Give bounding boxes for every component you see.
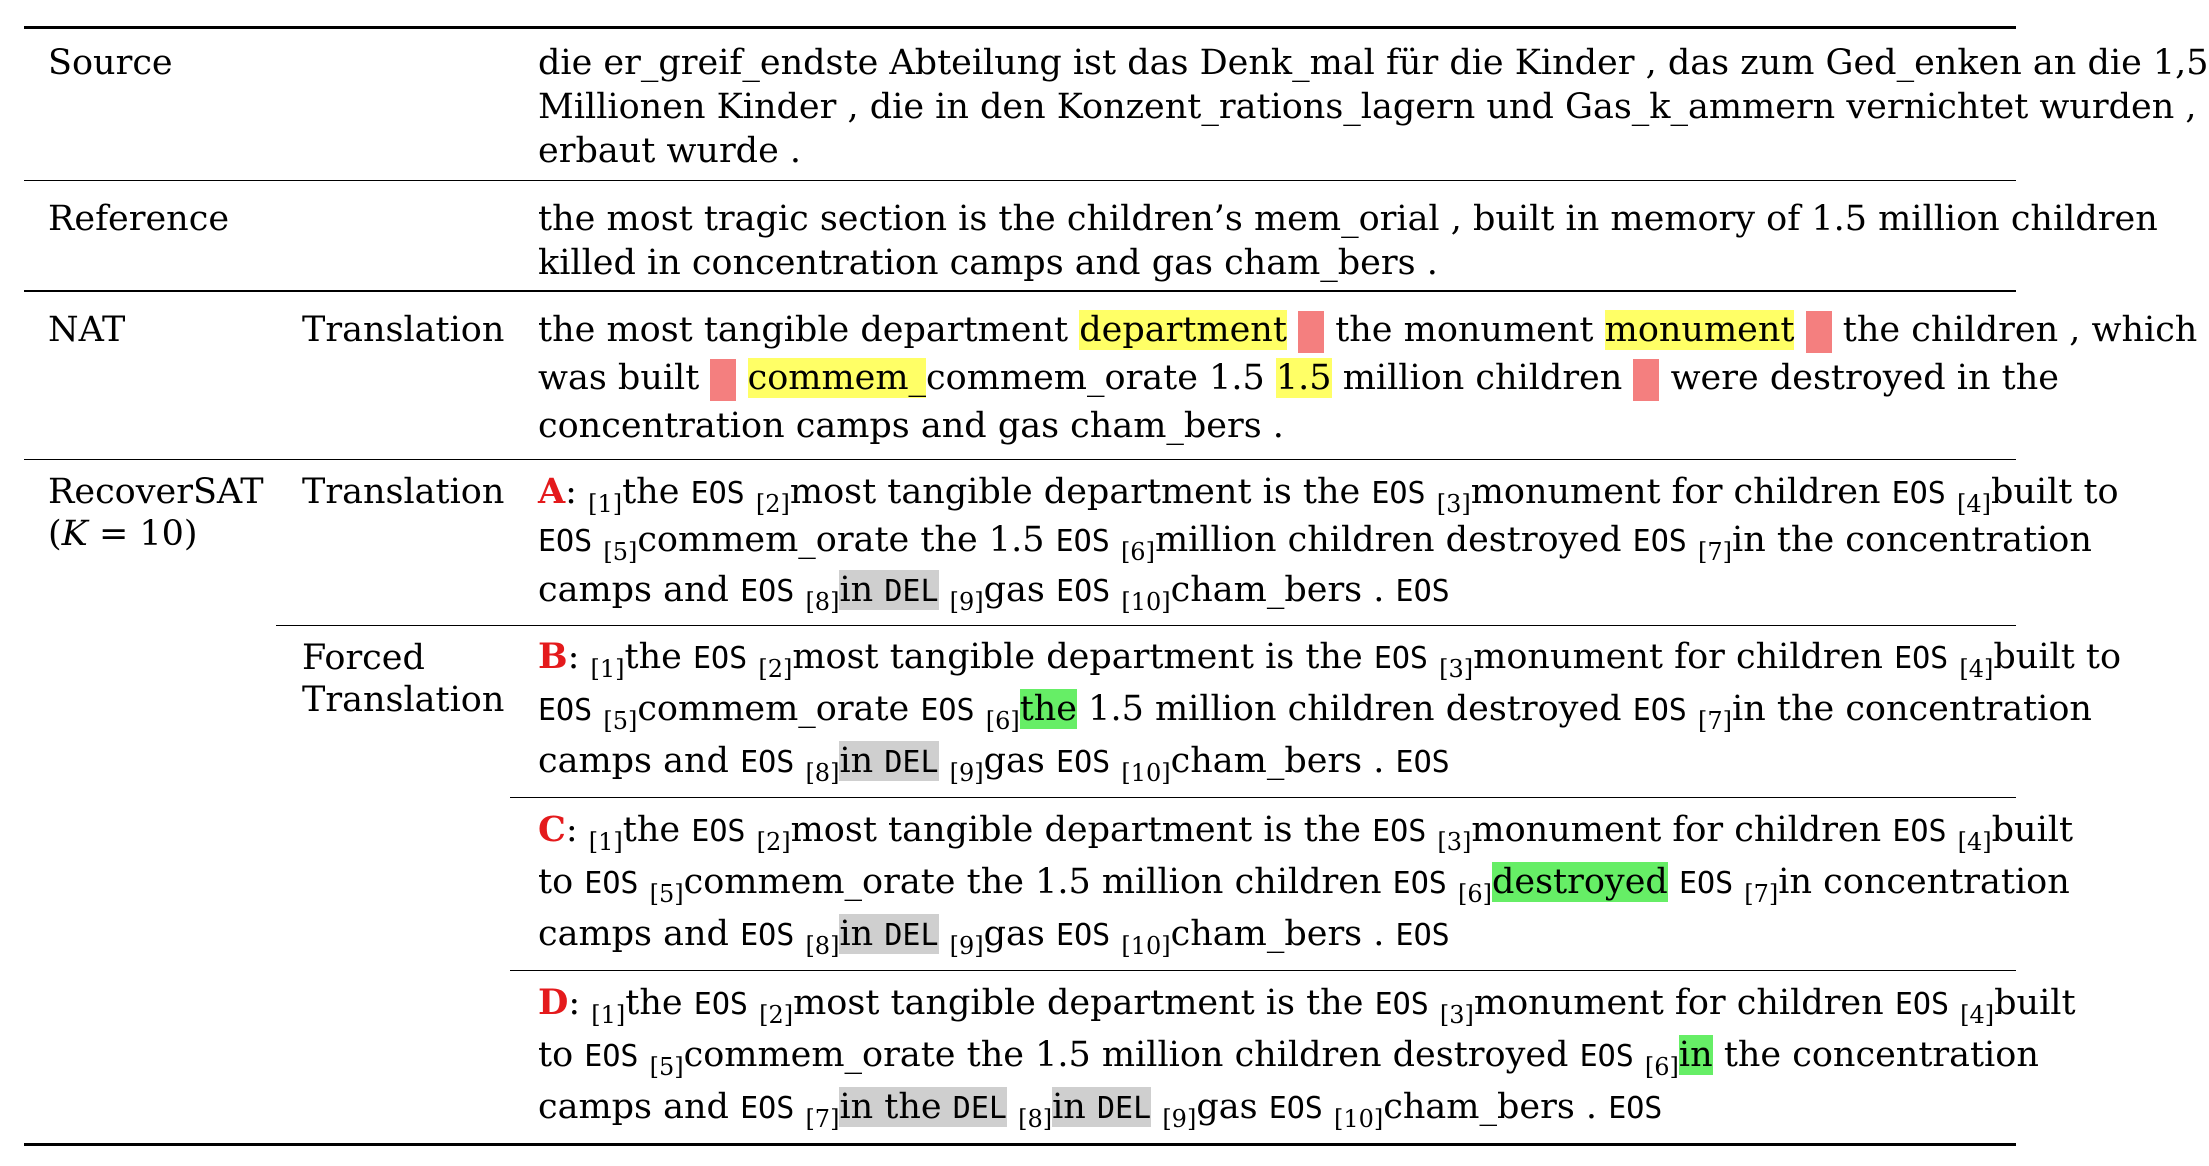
- seg-line: [538, 686, 2092, 735]
- eos-token: EOS: [1268, 1091, 1323, 1126]
- nat-line-2: [538, 355, 2059, 401]
- eos-token: EOS: [1608, 1091, 1663, 1126]
- del-token: DEL: [884, 745, 939, 780]
- missing-token-marker: [1806, 311, 1832, 353]
- seg-text: gas: [1196, 1087, 1258, 1127]
- k-paren: (: [48, 514, 62, 554]
- nat-line-3: concentration camps and gas cham_bers .: [538, 406, 1284, 446]
- eos-token: EOS: [920, 693, 975, 728]
- eos-token: EOS: [1894, 987, 1950, 1022]
- rule-after-b: [510, 797, 2016, 798]
- recoversat-label: RecoverSAT: [48, 472, 264, 512]
- deleted-segment: [839, 741, 938, 781]
- seg-text: in the: [839, 1087, 942, 1127]
- seg-text: camps and: [538, 914, 729, 954]
- deleted-segment: [839, 914, 938, 954]
- deleted-segment: [839, 570, 938, 610]
- nat-label: NAT: [48, 310, 126, 350]
- segment-index: [7]: [1698, 707, 1733, 735]
- segment-label: B: [538, 636, 568, 677]
- seg-text: commem_orate the 1.5: [637, 520, 1045, 560]
- colon: :: [568, 983, 581, 1023]
- eos-token: EOS: [691, 814, 746, 849]
- segment-index: [4]: [1956, 490, 1991, 518]
- seg-text: cham_bers .: [1170, 570, 1385, 610]
- del-token: DEL: [1096, 1091, 1152, 1126]
- seg-line: [538, 567, 1988, 616]
- recoversat-k: [48, 512, 198, 556]
- eos-token: EOS: [1892, 814, 1947, 849]
- seg-text: gas: [983, 741, 1045, 781]
- source-line: erbaut wurde .: [538, 131, 802, 171]
- top-rule: [24, 26, 2016, 29]
- eos-token: EOS: [693, 641, 748, 676]
- seg-text: cham_bers .: [1170, 914, 1385, 954]
- seg-text: camps and: [538, 741, 729, 781]
- segment-index: [10]: [1121, 932, 1171, 960]
- eos-token: EOS: [1056, 574, 1111, 609]
- seg-text: gas: [983, 914, 1045, 954]
- forced-translation-label-1: Forced: [302, 638, 425, 678]
- segment-index: [8]: [805, 932, 840, 960]
- segment-index: [2]: [755, 490, 790, 518]
- seg-text: commem_orate: [637, 689, 910, 729]
- reference-line: killed in concentration camps and gas cham_bers .: [538, 243, 1438, 283]
- seg-text: cham_bers .: [1383, 1087, 1598, 1127]
- seg-text: monument for children: [1470, 472, 1881, 512]
- segment-index: [6]: [1457, 880, 1492, 908]
- segment-index: [1]: [590, 655, 625, 683]
- eos-token: EOS: [1678, 866, 1734, 901]
- seg-text: monument for children: [1471, 810, 1882, 850]
- seg-text: to: [538, 1035, 574, 1075]
- repeated-token-highlight: commem_: [747, 358, 927, 398]
- seg-text: most tangible department is the: [789, 472, 1361, 512]
- forced-translation-label-2: Translation: [302, 680, 505, 720]
- eos-token: EOS: [1056, 745, 1111, 780]
- seg-text: most tangible department is the: [790, 810, 1361, 850]
- colon: :: [567, 637, 580, 677]
- eos-token: EOS: [1632, 693, 1687, 728]
- seg-text: in the concentration: [1732, 689, 2092, 729]
- deleted-segment: [839, 1087, 1007, 1127]
- eos-token: EOS: [740, 918, 795, 953]
- segment-index: [9]: [949, 759, 984, 787]
- segment-index: [9]: [1162, 1105, 1197, 1133]
- k-value: = 10): [87, 514, 198, 554]
- segment-label: C: [538, 809, 566, 850]
- segment-index: [6]: [1120, 538, 1155, 566]
- seg-text: commem_orate the 1.5 million children: [683, 862, 1382, 902]
- eos-token: EOS: [1395, 574, 1450, 609]
- missing-token-marker: [1633, 359, 1659, 401]
- eos-token: EOS: [1395, 745, 1450, 780]
- seg-line: [538, 738, 1988, 787]
- segment-index: [2]: [756, 828, 791, 856]
- segment-index: [9]: [949, 932, 984, 960]
- missing-token-marker: [1298, 311, 1324, 353]
- reference-line: the most tragic section is the children’s mem_orial , built in memory of 1.5 million children: [538, 199, 2158, 239]
- seg-line: [538, 807, 2074, 856]
- eos-token: EOS: [1579, 1039, 1634, 1074]
- segment-index: [2]: [758, 655, 793, 683]
- del-token: DEL: [952, 1091, 1007, 1126]
- seg-text: 1.5 million children destroyed: [1088, 689, 1622, 729]
- colon: :: [565, 810, 578, 850]
- segment-index: [3]: [1439, 1001, 1474, 1029]
- eos-token: EOS: [1056, 918, 1111, 953]
- segment-index: [1]: [588, 828, 623, 856]
- segment-index: [7]: [1698, 538, 1732, 566]
- forced-token-highlight: the: [1019, 689, 1078, 729]
- nat-text: the most tangible department: [538, 310, 1069, 350]
- segment-index: [4]: [1960, 1001, 1995, 1029]
- segment-label: D: [538, 982, 569, 1023]
- eos-token: EOS: [1371, 476, 1426, 511]
- seg-text: the concentration: [1723, 1035, 2039, 1075]
- segment-index: [8]: [1018, 1105, 1053, 1133]
- eos-token: EOS: [740, 1091, 795, 1126]
- eos-token: EOS: [1392, 866, 1447, 901]
- seg-text: built to: [1990, 472, 2119, 512]
- seg-text: in: [839, 570, 874, 610]
- seg-text: monument for children: [1473, 983, 1884, 1023]
- seg-text: most tangible department is the: [792, 637, 1363, 677]
- recoversat-translation-label: Translation: [302, 472, 505, 512]
- missing-token-marker: [710, 359, 736, 401]
- segment-index: [10]: [1121, 588, 1171, 616]
- seg-text: in the concentration: [1732, 520, 2092, 560]
- segment-index: [5]: [603, 707, 638, 735]
- del-token: DEL: [884, 574, 939, 609]
- seg-text: the: [625, 983, 683, 1023]
- seg-text: the: [624, 637, 682, 677]
- seg-text: camps and: [538, 1087, 729, 1127]
- seg-text: monument for children: [1473, 637, 1883, 677]
- seg-line: [538, 517, 2092, 566]
- nat-text: were destroyed in the: [1670, 358, 2059, 398]
- seg-text: built: [1991, 810, 2074, 850]
- source-line: Millionen Kinder , die in den Konzent_rations_lagern und Gas_k_ammern vernichtet wurden ,: [538, 87, 2197, 127]
- seg-text: the: [622, 810, 681, 850]
- rule-after-source: [24, 180, 2016, 181]
- nat-text: million children: [1342, 358, 1623, 398]
- rule-after-a: [276, 625, 2016, 626]
- nat-sublabel: Translation: [302, 310, 505, 350]
- segment-index: [6]: [985, 707, 1020, 735]
- segment-index: [10]: [1334, 1105, 1384, 1133]
- seg-text: gas: [983, 570, 1045, 610]
- seg-text: million children destroyed: [1154, 520, 1622, 560]
- segment-index: [7]: [805, 1105, 840, 1133]
- seg-line: [538, 911, 1988, 960]
- seg-text: most tangible department is the: [793, 983, 1364, 1023]
- eos-token: EOS: [1894, 641, 1949, 676]
- eos-token: EOS: [1055, 524, 1110, 559]
- segment-index: [6]: [1644, 1053, 1679, 1081]
- segment-index: [5]: [603, 538, 638, 566]
- seg-text: camps and: [538, 570, 729, 610]
- eos-token: EOS: [1374, 987, 1429, 1022]
- repeated-token-highlight: department: [1079, 310, 1287, 350]
- seg-text: in: [1052, 1087, 1086, 1127]
- eos-token: EOS: [1891, 476, 1946, 511]
- seg-text: built to: [1993, 637, 2122, 677]
- segment-index: [10]: [1121, 759, 1171, 787]
- segment-index: [8]: [805, 588, 840, 616]
- eos-token: EOS: [693, 987, 748, 1022]
- seg-line: [538, 469, 2119, 518]
- segment-index: [2]: [759, 1001, 794, 1029]
- seg-text: to: [538, 862, 574, 902]
- seg-line: [538, 1032, 2039, 1081]
- bottom-rule: [24, 1143, 2016, 1146]
- eos-token: EOS: [740, 745, 795, 780]
- seg-text: in: [839, 914, 874, 954]
- reference-label: Reference: [48, 199, 230, 239]
- eos-token: EOS: [1632, 524, 1687, 559]
- segment-index: [3]: [1436, 490, 1471, 518]
- eos-token: EOS: [740, 574, 795, 609]
- nat-line-1: [538, 307, 2198, 353]
- repeated-token-highlight: 1.5: [1275, 358, 1332, 398]
- eos-token: EOS: [584, 866, 639, 901]
- nat-text: the children , which: [1842, 310, 2198, 350]
- source-line: die er_greif_endste Abteilung ist das Denk_mal für die Kinder , das zum Ged_enken an die 1,5: [538, 43, 2209, 83]
- del-token: DEL: [884, 918, 939, 953]
- segment-index: [1]: [591, 1001, 626, 1029]
- segment-index: [7]: [1744, 880, 1779, 908]
- segment-index: [5]: [649, 1053, 684, 1081]
- segment-index: [9]: [949, 588, 984, 616]
- deleted-segment: [1052, 1087, 1151, 1127]
- segment-label: A: [538, 471, 566, 512]
- segment-index: [3]: [1437, 828, 1472, 856]
- nat-text: commem_orate 1.5: [926, 358, 1265, 398]
- forced-token-highlight: destroyed: [1491, 862, 1668, 902]
- segment-index: [5]: [649, 880, 684, 908]
- seg-text: built: [1994, 983, 2076, 1023]
- repeated-token-highlight: monument: [1604, 310, 1795, 350]
- segment-index: [4]: [1959, 655, 1994, 683]
- seg-text: the: [622, 472, 680, 512]
- source-label: Source: [48, 43, 173, 83]
- segment-index: [4]: [1957, 828, 1992, 856]
- eos-token: EOS: [690, 476, 745, 511]
- eos-token: EOS: [1372, 814, 1427, 849]
- eos-token: EOS: [538, 524, 593, 559]
- rule-after-reference: [24, 290, 2016, 292]
- seg-line: [538, 1084, 1988, 1133]
- seg-line: [538, 634, 2122, 683]
- segment-index: [8]: [805, 759, 840, 787]
- segment-index: [1]: [588, 490, 623, 518]
- nat-text: the monument: [1335, 310, 1594, 350]
- rule-after-nat: [24, 459, 2016, 460]
- seg-line: [538, 859, 2070, 908]
- seg-text: in: [839, 741, 874, 781]
- rule-after-c: [510, 970, 2016, 971]
- seg-line: [538, 980, 2076, 1029]
- forced-token-highlight: in: [1678, 1035, 1713, 1075]
- nat-text: was built: [538, 358, 700, 398]
- eos-token: EOS: [538, 693, 593, 728]
- seg-text: in concentration: [1778, 862, 2070, 902]
- eos-token: EOS: [1395, 918, 1450, 953]
- seg-text: commem_orate the 1.5 million children destroyed: [683, 1035, 1569, 1075]
- seg-text: cham_bers .: [1170, 741, 1385, 781]
- colon: :: [565, 472, 577, 512]
- eos-token: EOS: [584, 1039, 639, 1074]
- segment-index: [3]: [1439, 655, 1474, 683]
- k-variable: K: [61, 514, 88, 554]
- eos-token: EOS: [1373, 641, 1428, 676]
